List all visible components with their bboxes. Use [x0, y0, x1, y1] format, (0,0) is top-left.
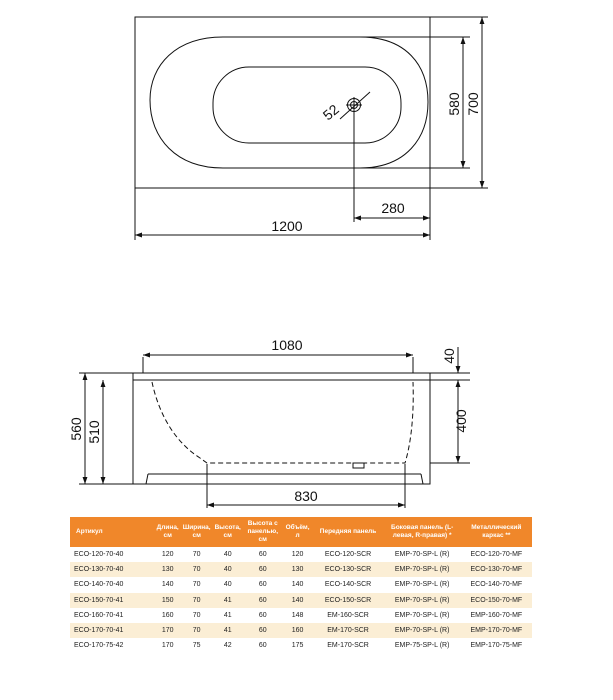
table-cell: ECO-150-70-41 — [70, 593, 155, 608]
table-cell: 60 — [243, 562, 283, 577]
table-cell: 130 — [155, 562, 181, 577]
dim-560: 560 — [68, 417, 84, 441]
table-cell: ECO-150-70-MF — [461, 593, 532, 608]
table-cell: 75 — [192, 642, 201, 650]
table-cell: 60 — [243, 593, 283, 608]
table-cell: EMP-70-SP-L (R) — [394, 611, 450, 619]
table-cell: 140 — [161, 581, 174, 589]
col-header-height-with-panel: Высота с панелью, см — [243, 517, 283, 547]
dim-1080: 1080 — [271, 337, 303, 353]
table-cell: 60 — [243, 623, 283, 638]
table-cell: 170 — [161, 642, 174, 650]
table-cell: ECO-130-70-40 — [70, 562, 155, 577]
table-cell: 148 — [291, 611, 304, 619]
table-cell: ECO-160-70-41 — [74, 611, 124, 619]
tub-inner-rim — [150, 37, 428, 168]
table-row — [70, 562, 532, 577]
col-header-width: Ширина, см — [181, 517, 213, 547]
table-cell: ECO-150-SCR — [313, 593, 384, 608]
table-cell: 70 — [181, 623, 213, 638]
dim-400: 400 — [453, 409, 469, 433]
table-cell: 120 — [161, 551, 174, 559]
table-cell: 120 — [291, 551, 304, 559]
table-cell: 40 — [223, 551, 232, 559]
col-header-side-panel: Боковая панель (L-левая, R-правая) * — [384, 517, 461, 547]
table-cell: EMP-170-70-MF — [461, 623, 532, 638]
table-row — [70, 577, 532, 592]
table-cell: 170 — [155, 623, 181, 638]
table-cell: 70 — [181, 562, 213, 577]
table-cell: EMP-160-70-MF — [470, 611, 523, 619]
col-header-height: Высота, см — [213, 517, 243, 547]
table-cell: EMP-70-SP-L (R) — [384, 562, 461, 577]
table-row — [70, 608, 532, 623]
table-cell: ECO-130-70-MF — [461, 562, 532, 577]
table-cell: 70 — [192, 611, 201, 619]
table-cell: EM-170-SCR — [313, 623, 384, 638]
table-cell: 42 — [223, 642, 232, 650]
tub-outline-top — [135, 17, 430, 188]
table-cell: 60 — [258, 581, 267, 589]
table-row — [70, 623, 532, 638]
table-row — [70, 593, 532, 608]
table-cell: ECO-170-70-41 — [70, 623, 155, 638]
table-cell: EMP-75-SP-L (R) — [394, 642, 450, 650]
table-cell: 160 — [283, 623, 313, 638]
col-header-front-panel: Передняя панель — [313, 517, 384, 547]
table-cell: 40 — [213, 562, 243, 577]
dim-drain-52: 52 — [319, 101, 342, 124]
table-cell: 150 — [155, 593, 181, 608]
table-cell: EMP-70-SP-L (R) — [394, 581, 450, 589]
table-row — [70, 547, 532, 562]
table-cell: 175 — [291, 642, 304, 650]
table-cell: ECO-120-70-40 — [74, 551, 124, 559]
drain-icon — [340, 92, 370, 119]
table-cell: EMP-170-75-MF — [470, 642, 523, 650]
col-header-article: Артикул — [70, 517, 155, 547]
table-cell: EMP-70-SP-L (R) — [394, 551, 450, 559]
table-cell: ECO-120-70-MF — [470, 551, 523, 559]
table-cell: 60 — [258, 642, 267, 650]
table-cell: 40 — [223, 581, 232, 589]
dim-830: 830 — [294, 488, 318, 504]
dim-510: 510 — [86, 420, 102, 444]
table-cell: 70 — [192, 581, 201, 589]
table-cell: ECO-140-70-40 — [74, 581, 124, 589]
dim-580: 580 — [446, 92, 462, 116]
table-row — [70, 638, 532, 653]
tub-body — [133, 380, 430, 484]
table-cell: 130 — [283, 562, 313, 577]
table-cell: 41 — [223, 611, 232, 619]
table-cell: 60 — [258, 551, 267, 559]
spec-table-header — [70, 517, 532, 547]
table-cell: 41 — [213, 593, 243, 608]
table-cell: 70 — [192, 551, 201, 559]
table-cell: ECO-170-75-42 — [74, 642, 124, 650]
table-cell: EM-160-SCR — [327, 611, 369, 619]
table-cell: ECO-140-70-MF — [470, 581, 523, 589]
drain-outlet-icon — [353, 463, 364, 468]
table-cell: 160 — [161, 611, 174, 619]
col-header-length: Длина, см — [155, 517, 181, 547]
tub-rim — [133, 373, 430, 380]
table-cell: 60 — [258, 611, 267, 619]
tub-inner-contour — [152, 382, 413, 463]
table-cell: EMP-70-SP-L (R) — [384, 593, 461, 608]
table-cell: 140 — [291, 581, 304, 589]
table-cell: 41 — [213, 623, 243, 638]
dim-700: 700 — [465, 92, 481, 116]
table-cell: ECO-140-SCR — [324, 581, 372, 589]
table-cell: EM-170-SCR — [327, 642, 369, 650]
spec-table — [70, 517, 532, 653]
top-view — [135, 17, 488, 240]
col-header-volume: Объём, л — [283, 517, 313, 547]
table-cell: 70 — [181, 593, 213, 608]
dim-40: 40 — [441, 348, 457, 364]
dim-280: 280 — [381, 200, 405, 216]
dim-1200: 1200 — [271, 218, 303, 234]
side-view — [79, 347, 470, 508]
tub-bottom-basin — [213, 67, 401, 143]
table-cell: ECO-130-SCR — [313, 562, 384, 577]
col-header-metal-frame: Металлический каркас ** — [461, 517, 532, 547]
table-cell: 140 — [283, 593, 313, 608]
table-cell: ECO-120-SCR — [324, 551, 372, 559]
table-cell: EMP-70-SP-L (R) — [384, 623, 461, 638]
